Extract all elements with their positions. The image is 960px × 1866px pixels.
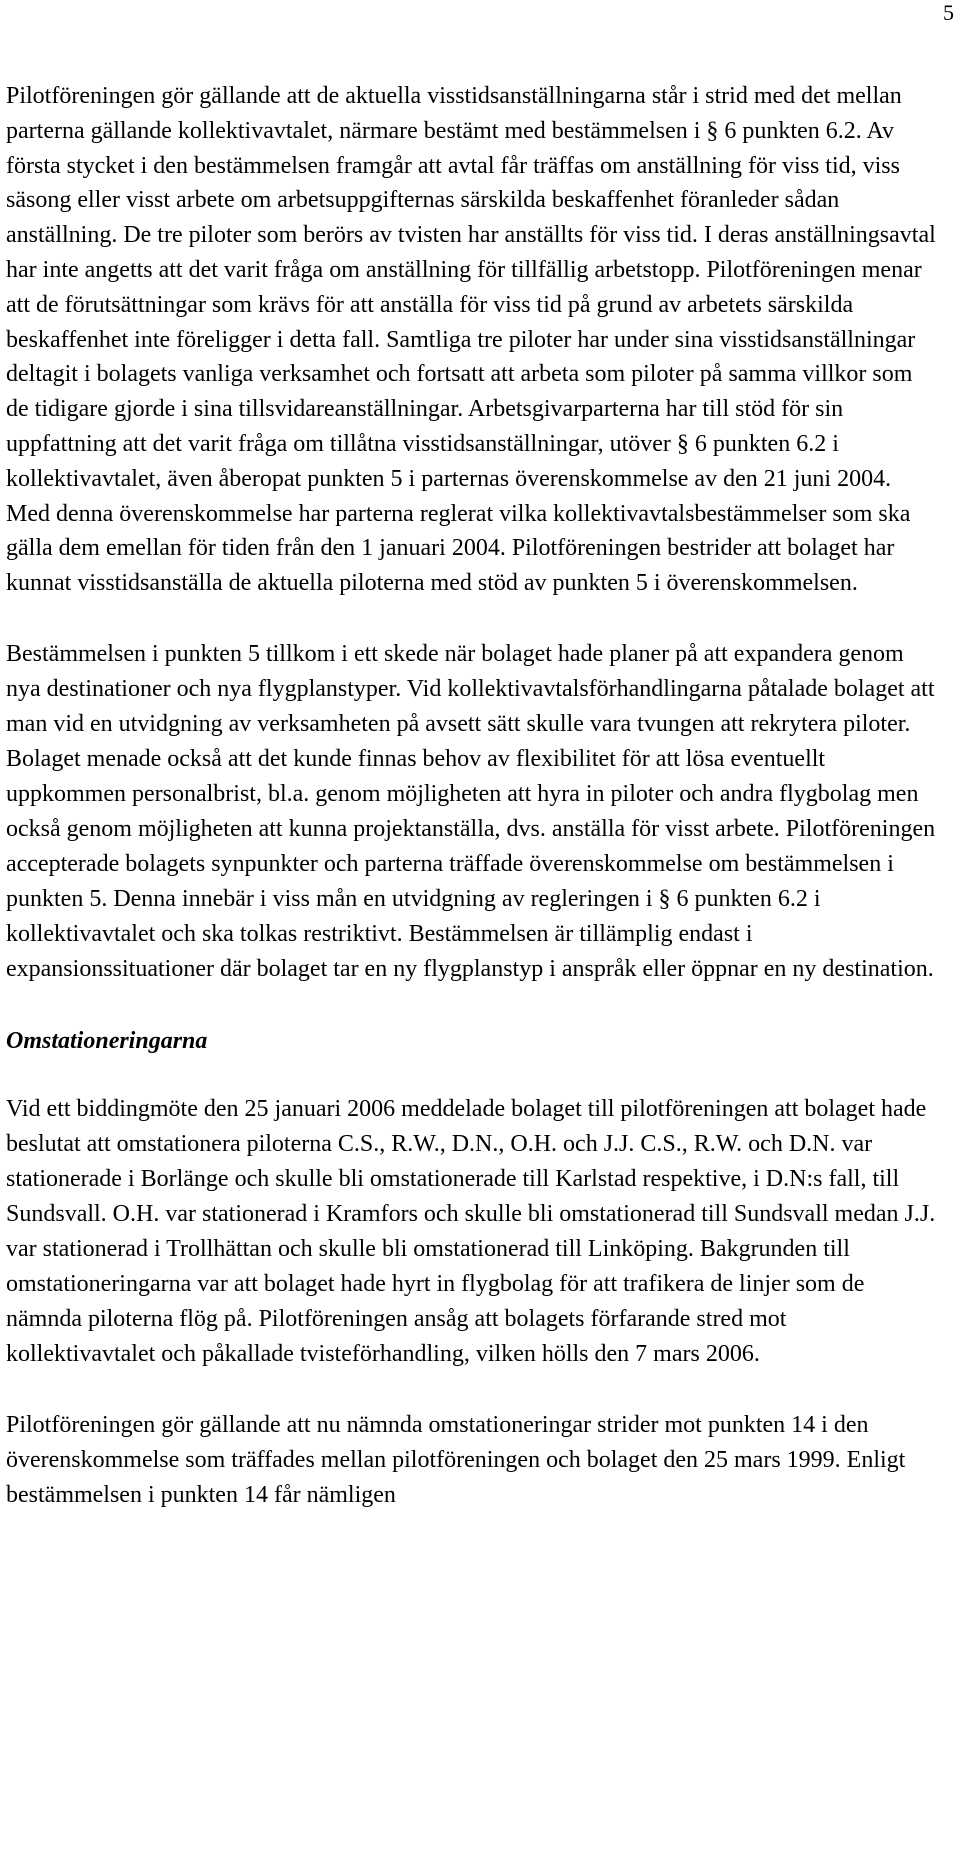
paragraph-punkten-14: Pilotföreningen gör gällande att nu nämnda omstationeringar strider mot punkten 14 i den överenskommelse som träffades mellan pilotföreningen och bolaget den 25 mars 1999. Enligt bestämmelsen i punkten 14 får nämligen [6, 1411, 906, 1508]
paragraph-visstid-claim: Pilotföreningen gör gällande att de aktuella visstidsanställningarna står i strid med det mellan parterna gällande kollektivavtalet, närmare bestämt med bestämmelsen i § 6 punkten 6.2. Av första stycket i den bestämmelsen framgår att avtal får träffas om anställning för viss tid, viss säsong eller visst arbete om arbetsuppgifternas särskilda beskaffenhet föranleder sådan anställning. De tre piloter som berörs av tvisten har anställts för viss tid. I deras anställningsavtal har inte angetts att det varit fråga om anställning för tillfällig arbetstopp. Pilotföreningen menar att de förutsättningar som krävs för att anställa för viss tid på grund av arbetets särskilda beskaffenhet inte föreligger i detta fall. Samtliga tre piloter har under sina visstidsanställningar deltagit i bolagets vanliga verksamhet och fortsatt att arbeta som piloter på samma villkor som de tidigare gjorde i sina tillsvidareanställningar. Arbetsgivarparterna har till stöd för sin uppfattning att det varit fråga om tillåtna visstidsanställningar, utöver § 6 punkten 6.2 i kollektivavtalet, även åberopat punkten 5 i parternas överenskommelse av den 21 juni 2004. Med denna överenskommelse har parterna reglerat vilka kollektivavtalsbestämmelser som ska gälla dem emellan för tiden från den 1 januari 2004. Pilotföreningen bestrider att bolaget har kunnat visstidsanställa de aktuella piloterna med stöd av punkten 5 i överenskommelsen. [6, 83, 936, 597]
paragraph-gap [6, 987, 936, 1023]
paragraph-gap [6, 1059, 936, 1092]
section-heading: Omstationeringarna [6, 1027, 208, 1054]
paragraph-gap [6, 1372, 936, 1408]
paragraph-omstationeringar: Vid ett biddingmöte den 25 januari 2006 meddelade bolaget till pilotföreningen att bolaget hade beslutat att omstationera piloterna C.S., R.W., D.N., O.H. och J.J. C.S., R.W. och D.N. var stationerade i Borlänge och skulle bli omstationerade till Karlstad respektive, i D.N:s fall, till Sundsvall. O.H. var stationerad i Kramfors och skulle bli omstationerad till Sundsvall medan J.J. var stationerad i Trollhättan och skulle bli omstationerad till Linköping. Bakgrunden till omstationeringarna var att bolaget hade hyrt in flygbolag för att trafikera de linjer som de nämnda piloterna flög på. Pilotföreningen ansåg att bolagets förfarande stred mot kollektivavtalet och påkallade tvisteförhandling, vilken hölls den 7 mars 2006. [6, 1095, 936, 1367]
paragraph-punkten-5: Bestämmelsen i punkten 5 tillkom i ett skede när bolaget hade planer på att expandera genom nya destinationer och nya flygplanstyper. Vid kollektivavtalsförhandlingarna påtalade bolaget att man vid en utvidgning av verksamheten på avsett sätt skulle vara tvungen att rekrytera piloter. Bolaget menade också att det kunde finnas behov av flexibilitet för att lösa eventuellt uppkommen personalbrist, bl.a. genom möjligheten att hyra in piloter och andra flygbolag men också genom möjligheten att kunna projektanställa, dvs. anställa för visst arbete. Pilotföreningen accepterade bolagets synpunkter och parterna träffade överenskommelse om bestämmelsen i punkten 5. Denna innebär i viss mån en utvidgning av regleringen i § 6 punkten 6.2 i kollektivavtalet och ska tolkas restriktivt. Bestämmelsen är tillämplig endast i expansionssituationer där bolaget tar en ny flygplanstyp i anspråk eller öppnar en ny destination. [6, 640, 936, 982]
page-number: 5 [943, 0, 954, 25]
document-body [6, 79, 936, 1513]
paragraph-gap [6, 601, 936, 637]
